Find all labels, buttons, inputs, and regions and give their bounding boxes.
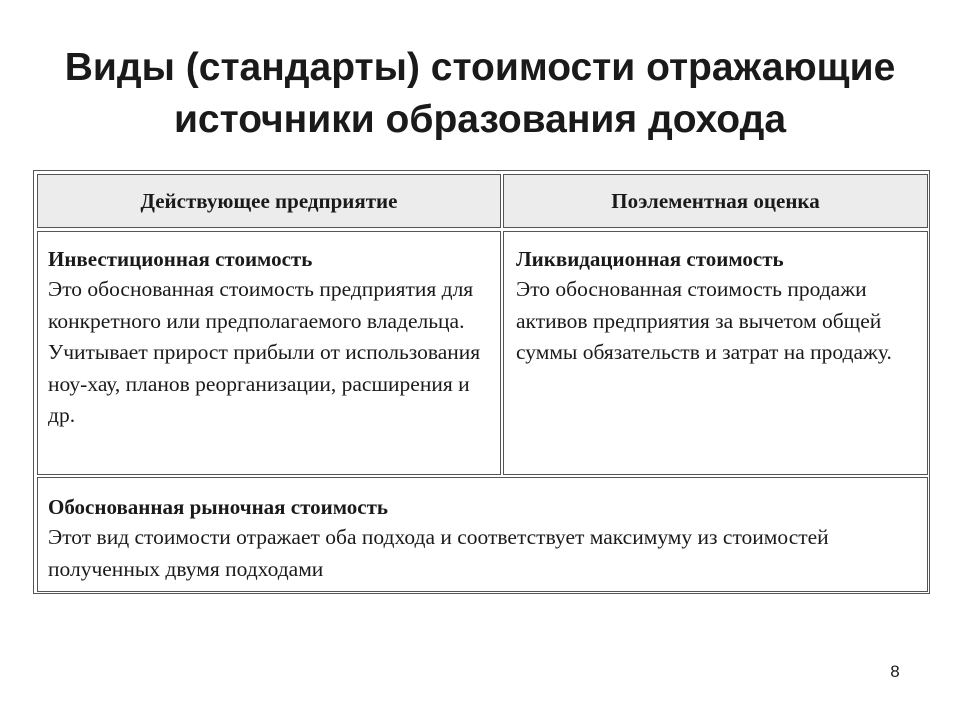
cell-investment-value bbox=[37, 231, 501, 475]
slide-title-line-1: Виды (стандарты) стоимости отражающие bbox=[64, 46, 896, 89]
header-element-valuation: Поэлементная оценка bbox=[503, 174, 928, 228]
investment-value-text: Это обоснованная стоимость предприятия для конкретного или предполагаемого владельца. Учитывает прирост прибыли от использования ноу-хау, планов реорганизации, расширения и др. bbox=[48, 277, 481, 427]
cell-liquidation-value bbox=[503, 231, 928, 475]
fair-market-value-text: Этот вид стоимости отражает оба подхода и соответствует максимуму из стоимостей полученных двумя подходами bbox=[48, 525, 829, 581]
liquidation-value-text: Это обоснованная стоимость продажи активов предприятия за вычетом общей суммы обязательств и затрат на продажу. bbox=[516, 277, 892, 364]
header-going-concern: Действующее предприятие bbox=[37, 174, 501, 228]
liquidation-value-heading: Ликвидационная стоимость bbox=[516, 247, 784, 271]
slide-title bbox=[0, 42, 960, 146]
fair-market-value-heading: Обоснованная рыночная стоимость bbox=[48, 495, 389, 519]
page-number: 8 bbox=[890, 662, 900, 681]
slide-title-line-2: источники образования дохода bbox=[173, 98, 787, 141]
investment-value-heading: Инвестиционная стоимость bbox=[48, 247, 313, 271]
value-types-table bbox=[33, 170, 930, 594]
cell-fair-market-value bbox=[37, 477, 928, 592]
